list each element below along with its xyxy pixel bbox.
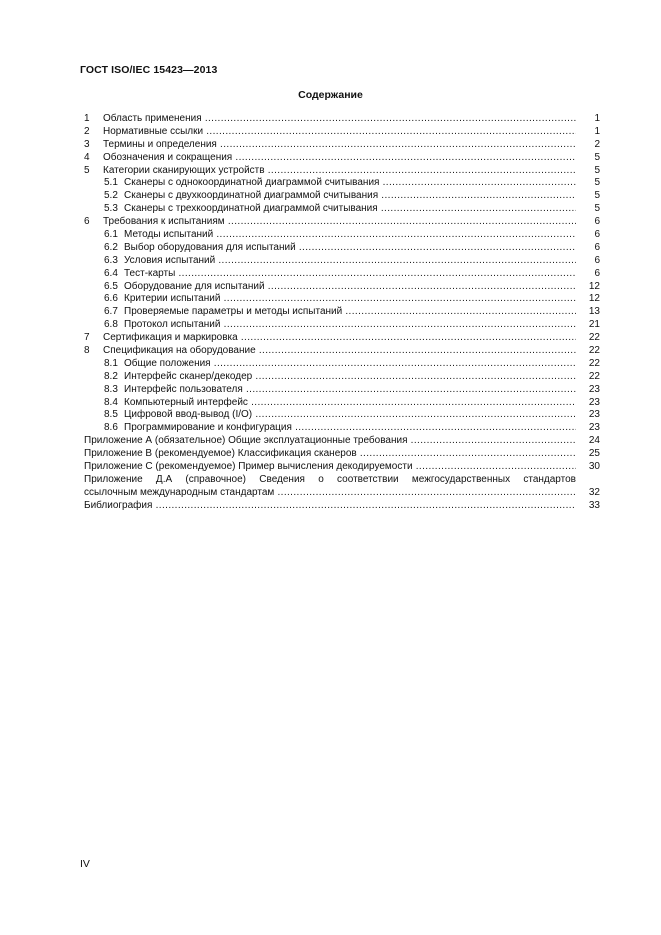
toc-annex-entry xyxy=(84,435,600,448)
toc-entry xyxy=(84,242,600,255)
toc-annex-title xyxy=(84,474,576,500)
toc-entry-number: 8.6 xyxy=(104,422,118,434)
toc-entry-page: 23 xyxy=(588,396,600,408)
toc-entry xyxy=(84,319,600,332)
toc-entry xyxy=(84,165,600,178)
toc-entry-page: 5 xyxy=(594,177,600,189)
toc-entry-page: 12 xyxy=(588,280,600,292)
toc-entry-number: 1 xyxy=(84,113,90,124)
toc-entry-number: 8.3 xyxy=(104,383,118,395)
toc-entry-title: Нормативные ссылки ..... xyxy=(103,126,576,139)
toc-entry xyxy=(84,229,600,242)
toc-entry-title: Термины и определения ..... xyxy=(103,139,576,152)
toc-annex-title: Приложение С (рекомендуемое) Пример вычисления декодируемости ..... xyxy=(84,461,576,474)
toc-entry xyxy=(84,358,600,371)
toc-entry-number: 5.1 xyxy=(104,177,118,189)
toc-entry-page: 6 xyxy=(594,216,600,228)
toc-entry-title: Область применения ..... xyxy=(103,113,576,126)
toc-entry xyxy=(84,345,600,358)
toc-entry-page: 12 xyxy=(588,293,600,305)
toc-entry xyxy=(84,422,600,435)
toc-entry-number: 6.2 xyxy=(104,241,118,253)
toc-entry-page: 23 xyxy=(588,409,600,421)
toc-annex-entry xyxy=(84,461,600,474)
toc-entry-number: 6.6 xyxy=(104,293,118,305)
toc-entry-title: Сканеры с двухкоординатной диаграммой считывания ..... xyxy=(124,190,576,203)
toc-entry-page: 22 xyxy=(588,370,600,382)
toc-entry-page: 23 xyxy=(588,383,600,395)
toc-entry-title: Категории сканирующих устройств ..... xyxy=(103,165,576,178)
toc-annex-title: Приложение А (обязательное) Общие эксплуатационные требования ..... xyxy=(84,435,576,448)
toc-entry-page: 2 xyxy=(594,138,600,150)
toc-entry-number: 8.5 xyxy=(104,409,118,421)
toc-title: Содержание xyxy=(298,89,363,101)
toc-entry-number: 8.1 xyxy=(104,357,118,369)
toc-annex-title-line1: Приложение Д.А (справочное) Сведения о соответствии межгосударственных стандартов xyxy=(84,473,576,485)
toc-annex-page: 25 xyxy=(588,448,600,460)
toc-entry-title: Проверяемые параметры и методы испытаний ..... xyxy=(124,306,576,319)
toc-entry xyxy=(84,371,600,384)
toc-entry xyxy=(84,190,600,203)
toc-entry-title: Тест-карты ..... xyxy=(124,268,576,281)
toc-entry xyxy=(84,152,600,165)
toc-entry-number: 3 xyxy=(84,138,90,150)
table-of-contents xyxy=(84,113,600,513)
toc-entry-page: 6 xyxy=(594,229,600,241)
toc-entry xyxy=(84,332,600,345)
toc-entry-number: 6 xyxy=(84,216,90,228)
toc-entry-title: Обозначения и сокращения ..... xyxy=(103,152,576,165)
toc-entry xyxy=(84,306,600,319)
toc-entry xyxy=(84,281,600,294)
toc-bibliography-page: 33 xyxy=(588,499,600,511)
toc-entry-page: 6 xyxy=(594,241,600,253)
toc-entry-title: Критерии испытаний ..... xyxy=(124,293,576,306)
toc-entry xyxy=(84,268,600,281)
toc-entry xyxy=(84,384,600,397)
toc-entry-number: 2 xyxy=(84,125,90,137)
toc-entry-number: 6.7 xyxy=(104,306,118,318)
toc-entry-number: 6.8 xyxy=(104,319,118,331)
toc-entry xyxy=(84,409,600,422)
toc-entry-title: Общие положения ..... xyxy=(124,358,576,371)
toc-entry-title: Оборудование для испытаний ..... xyxy=(124,281,576,294)
toc-annex-entry xyxy=(84,448,600,461)
toc-entry xyxy=(84,139,600,152)
toc-entry-page: 21 xyxy=(588,319,600,331)
toc-bibliography-title: Библиография ..... xyxy=(84,500,576,513)
toc-entry-page: 5 xyxy=(594,203,600,215)
toc-bibliography-entry xyxy=(84,500,600,513)
toc-entry-number: 8.4 xyxy=(104,396,118,408)
toc-entry-number: 5.2 xyxy=(104,190,118,202)
toc-annex-page: 32 xyxy=(588,486,600,498)
toc-entry xyxy=(84,203,600,216)
toc-entry-title: Протокол испытаний ..... xyxy=(124,319,576,332)
toc-annex-entry xyxy=(84,474,600,500)
toc-entry-number: 6.3 xyxy=(104,254,118,266)
toc-entry-page: 6 xyxy=(594,254,600,266)
toc-entry xyxy=(84,216,600,229)
toc-entry-number: 8.2 xyxy=(104,370,118,382)
toc-entry xyxy=(84,255,600,268)
toc-entry-page: 22 xyxy=(588,357,600,369)
toc-entry-title: Сертификация и маркировка ..... xyxy=(103,332,576,345)
toc-entry-title: Интерфейс сканер/декодер ..... xyxy=(124,371,576,384)
toc-entry-page: 23 xyxy=(588,422,600,434)
toc-entry-page: 5 xyxy=(594,190,600,202)
toc-entry-page: 1 xyxy=(594,113,600,124)
toc-entry xyxy=(84,293,600,306)
toc-annex-title-line2: ссылочным международным стандартам ..... xyxy=(84,487,576,500)
toc-entry-title: Методы испытаний ..... xyxy=(124,229,576,242)
toc-entry xyxy=(84,397,600,410)
toc-entry-page: 6 xyxy=(594,267,600,279)
toc-entry-number: 5 xyxy=(84,164,90,176)
toc-entry-number: 5.3 xyxy=(104,203,118,215)
toc-annex-page: 30 xyxy=(588,461,600,473)
toc-entry-title: Компьютерный интерфейс ..... xyxy=(124,397,576,410)
toc-entry-title: Сканеры с трехкоординатной диаграммой считывания ..... xyxy=(124,203,576,216)
toc-entry xyxy=(84,126,600,139)
toc-entry-title: Программирование и конфигурация ..... xyxy=(124,422,576,435)
toc-entry-number: 6.1 xyxy=(104,229,118,241)
toc-entry-page: 1 xyxy=(594,125,600,137)
toc-entry-page: 5 xyxy=(594,164,600,176)
toc-entry-title: Сканеры с однокоординатной диаграммой считывания ..... xyxy=(124,177,576,190)
document-header: ГОСТ ISO/IEC 15423—2013 xyxy=(80,64,218,76)
toc-entry-number: 8 xyxy=(84,345,90,357)
toc-entry xyxy=(84,177,600,190)
toc-entry-page: 22 xyxy=(588,345,600,357)
toc-entry-title: Условия испытаний ..... xyxy=(124,255,576,268)
toc-entry-title: Спецификация на оборудование ..... xyxy=(103,345,576,358)
toc-entry-title: Требования к испытаниям ..... xyxy=(103,216,576,229)
toc-entry-number: 6.4 xyxy=(104,267,118,279)
toc-entry-page: 5 xyxy=(594,151,600,163)
toc-entry-number: 6.5 xyxy=(104,280,118,292)
toc-entry-number: 7 xyxy=(84,332,90,344)
toc-entry-page: 13 xyxy=(588,306,600,318)
toc-entry-title: Интерфейс пользователя ..... xyxy=(124,384,576,397)
toc-annex-title: Приложение В (рекомендуемое) Классификация сканеров ..... xyxy=(84,448,576,461)
toc-entry xyxy=(84,113,600,126)
toc-annex-page: 24 xyxy=(588,435,600,447)
page-number: IV xyxy=(80,858,90,870)
toc-entry-number: 4 xyxy=(84,151,90,163)
toc-entry-page: 22 xyxy=(588,332,600,344)
toc-entry-title: Выбор оборудования для испытаний ..... xyxy=(124,242,576,255)
toc-entry-title: Цифровой ввод-вывод (I/O) ..... xyxy=(124,409,576,422)
